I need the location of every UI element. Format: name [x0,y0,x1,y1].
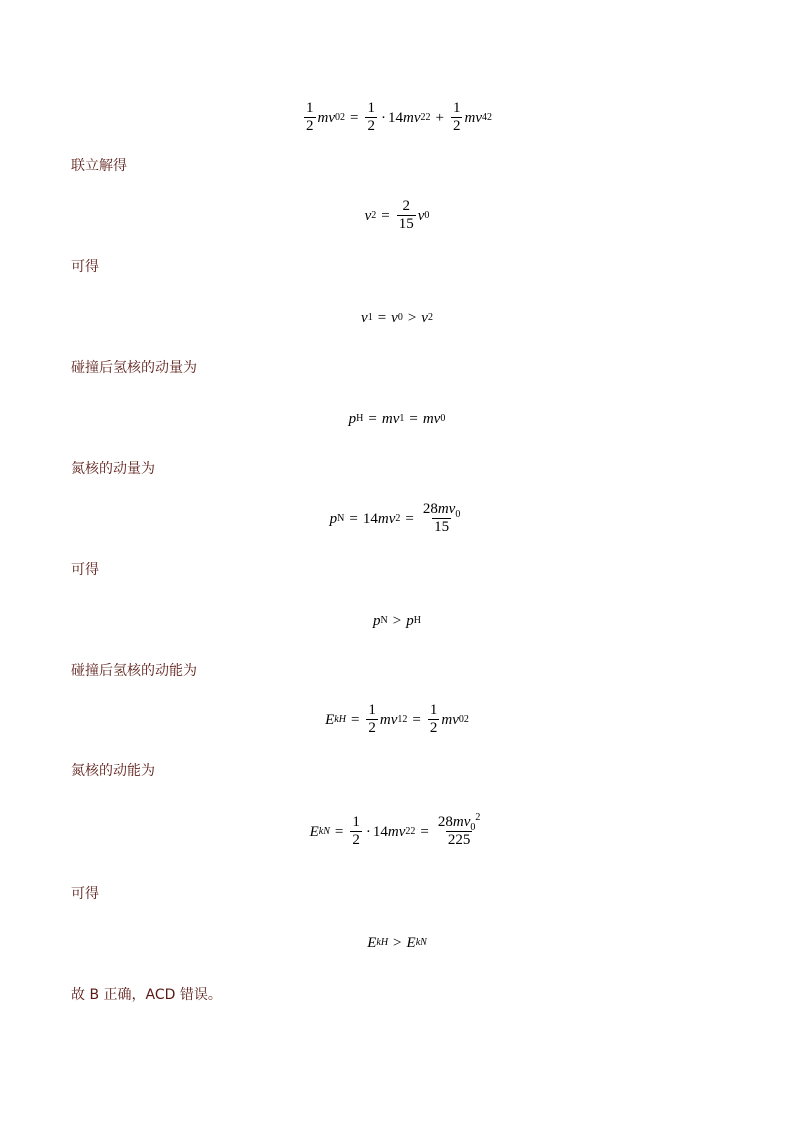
fraction: $\frac{1}{2}$ [429,702,438,736]
text-line: 碰撞后氢核的动能为 [71,663,197,679]
text-line: 可得 [71,562,99,578]
fraction: $\frac{1}{2}$ [306,100,314,134]
equation-momentum-h: p H = m v 1 = m v 0 [348,411,446,427]
equation-energy-conservation: $\frac{1}{2}$ m v 0 2 = $\frac{1}{2}$ · 14 m v 2 2 + $\frac{1}{2}$ m v 4 2 [306,100,492,134]
equation-kinetic-n: E kN = $\frac{1}{2}$ · 14 m v 2 2 = $\frac{28mv_0^2}{225}$ [309,812,481,848]
fraction: $\frac{28mv_0}{15}$ [422,501,461,535]
fraction: $\frac{2}{15}$ [398,198,414,232]
fraction: $\frac{28mv_0^2}{225}$ [437,812,481,848]
text-line: 氮核的动能为 [71,763,155,779]
fraction: $\frac{1}{2}$ [352,814,360,848]
equation-v2: v 2 = $\frac{2}{15}$ v 0 [364,198,430,232]
equation-v1-compare: v 1 = v 0 > v 2 [361,310,433,326]
text-line: 氮核的动量为 [71,461,155,477]
text-line: 可得 [71,259,99,275]
fraction: $\frac{1}{2}$ [368,702,376,736]
fraction: $\frac{1}{2}$ [452,100,461,134]
equation-kinetic-h: E kH = $\frac{1}{2}$ m v 1 2 = $\frac{1}{2}$ m v 0 2 [325,702,469,736]
text-line: 联立解得 [71,158,127,174]
conclusion-text: 故 B 正确，ACD 错误。 [71,987,222,1003]
text-line: 碰撞后氢核的动量为 [71,360,197,376]
equation-momentum-compare: p N > p H [373,613,421,629]
fraction: $\frac{1}{2}$ [367,100,375,134]
equation-momentum-n: p N = 14 m v 2 = $\frac{28mv_0}{15}$ [329,501,461,535]
equation-kinetic-compare: E kH > E kN [367,935,427,951]
text-line: 可得 [71,886,99,902]
